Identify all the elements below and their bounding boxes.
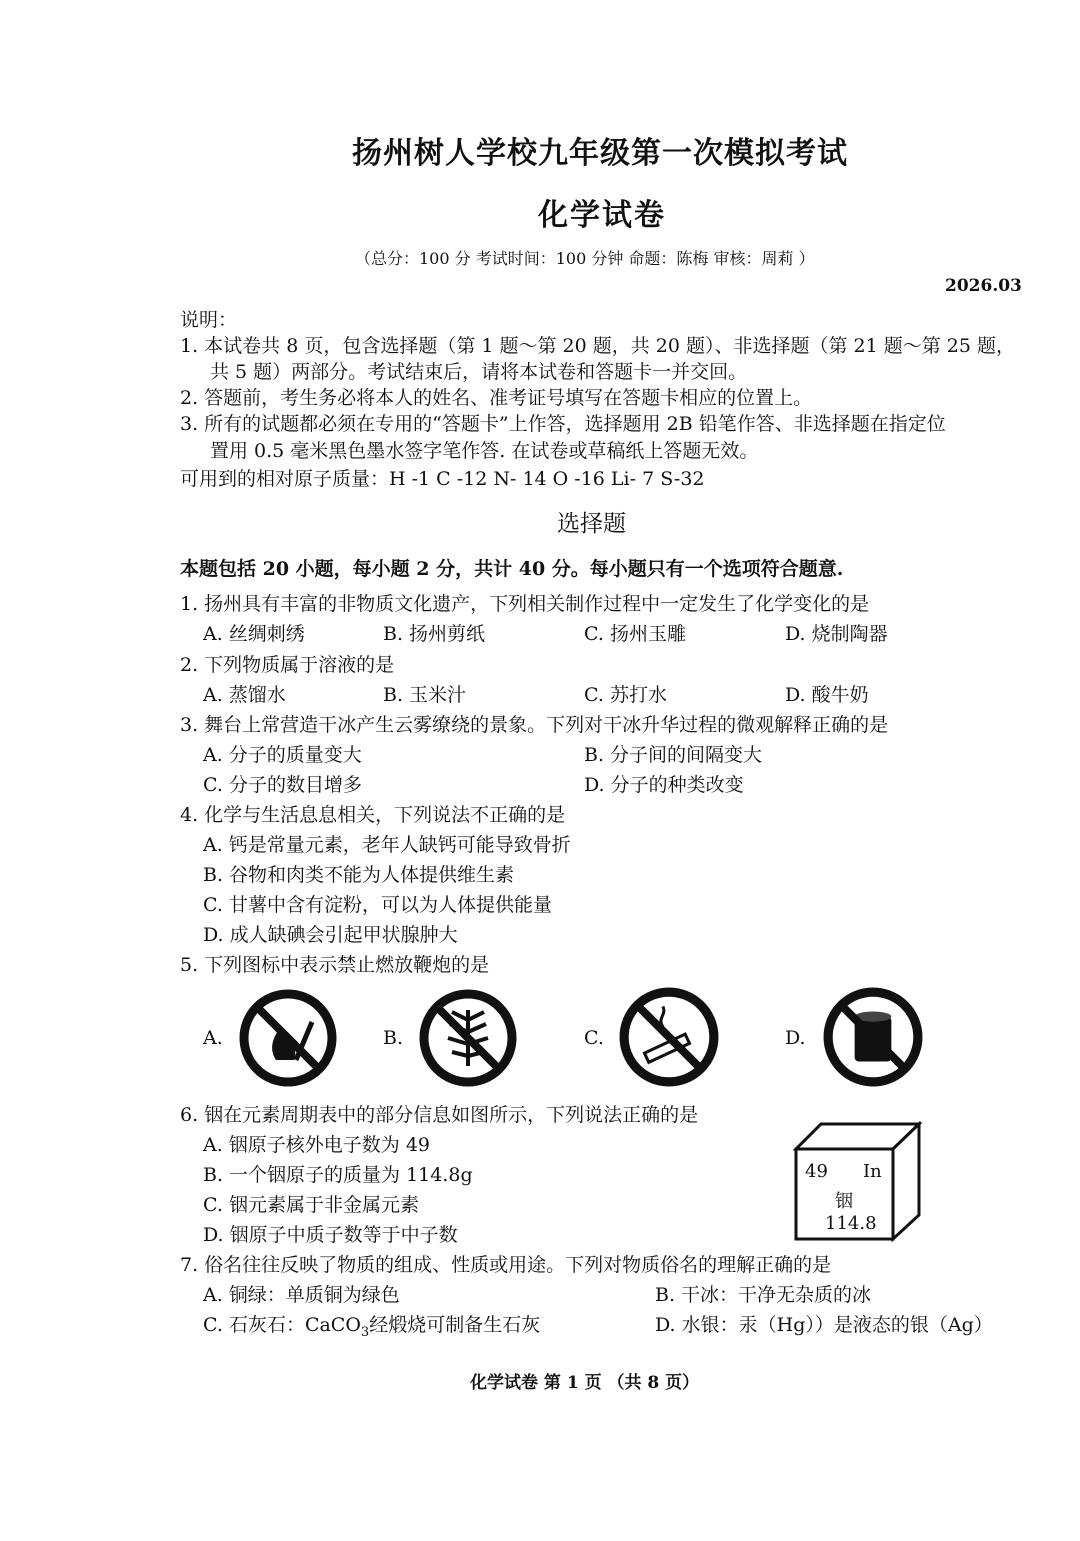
element-number: 49 xyxy=(805,1161,828,1182)
q7-option-c-post: 经煅烧可制备生石灰 xyxy=(369,1314,541,1336)
q5-option-a: A. xyxy=(203,1027,223,1049)
q1-option-d: D. 烧制陶器 xyxy=(785,623,888,645)
q1-option-c: C. 扬州玉雕 xyxy=(584,623,686,645)
section-title: 选择题 xyxy=(557,511,626,537)
no-fireworks-sign xyxy=(418,988,518,1088)
q1-option-a: A. 丝绸刺绣 xyxy=(203,623,305,645)
q6-option-b: B. 一个铟原子的质量为 114.8g xyxy=(203,1164,473,1186)
instructions-heading: 说明： xyxy=(180,309,238,331)
q2-option-d: D. 酸牛奶 xyxy=(785,684,869,706)
instruction-2: 2. 答题前，考生务必将本人的姓名、准考证号填写在答题卡相应的位置上。 xyxy=(180,387,813,409)
element-name: 铟 xyxy=(835,1191,853,1212)
no-smoking-sign xyxy=(618,986,720,1088)
q3-option-a: A. 分子的质量变大 xyxy=(203,744,362,766)
q4-option-a: A. 钙是常量元素，老年人缺钙可能导致骨折 xyxy=(203,834,571,856)
q5-option-c: C. xyxy=(584,1027,604,1049)
q7-option-d: D. 水银：汞（Hg））是液态的银（Ag） xyxy=(655,1314,993,1336)
exam-date: 2026.03 xyxy=(945,276,1022,296)
q6-option-a: A. 铟原子核外电子数为 49 xyxy=(203,1134,431,1156)
element-symbol: In xyxy=(863,1161,882,1182)
q4-option-b: B. 谷物和肉类不能为人体提供维生素 xyxy=(203,864,515,886)
q5-option-b: B. xyxy=(383,1027,404,1049)
q3-option-d: D. 分子的种类改变 xyxy=(584,774,744,796)
section-description: 本题包括 20 小题，每小题 2 分，共计 40 分。每小题只有一个选项符合题意. xyxy=(180,558,844,580)
q1-option-b: B. 扬州剪纸 xyxy=(383,623,486,645)
q2-stem: 2. 下列物质属于溶液的是 xyxy=(180,654,395,676)
q5-option-d: D. xyxy=(785,1027,806,1049)
q1-stem: 1. 扬州具有丰富的非物质文化遗产，下列相关制作过程中一定发生了化学变化的是 xyxy=(180,593,870,615)
element-card xyxy=(793,1121,923,1243)
q7-option-c-pre: C. 石灰石：CaCO xyxy=(203,1314,361,1336)
q3-option-c: C. 分子的数目增多 xyxy=(203,774,362,796)
q6-option-d: D. 铟原子中质子数等于中子数 xyxy=(203,1224,458,1246)
element-mass: 114.8 xyxy=(825,1213,877,1234)
q2-option-b: B. 玉米汁 xyxy=(383,684,467,706)
q4-stem: 4. 化学与生活息息相关，下列说法不正确的是 xyxy=(180,804,566,826)
q7-option-c xyxy=(203,1310,540,1340)
instruction-3-line2: 置用 0.5 毫米黑色墨水签字笔作答. 在试卷或草稿纸上答题无效。 xyxy=(210,440,759,462)
atomic-mass-line: 可用到的相对原子质量：H -1 C -12 N- 14 O -16 Li- 7 S-32 xyxy=(180,468,705,490)
q4-option-d: D. 成人缺碘会引起甲状腺肿大 xyxy=(203,924,458,946)
q2-option-a: A. 蒸馏水 xyxy=(203,684,286,706)
q6-stem: 6. 铟在元素周期表中的部分信息如图所示，下列说法正确的是 xyxy=(180,1104,699,1126)
q3-option-b: B. 分子间的间隔变大 xyxy=(584,744,763,766)
q2-option-c: C. 苏打水 xyxy=(584,684,667,706)
q6-option-c: C. 铟元素属于非金属元素 xyxy=(203,1194,419,1216)
instruction-3-line1: 3. 所有的试题都必须在专用的“答题卡”上作答，选择题用 2B 铅笔作答、非选择题在指定位 xyxy=(180,413,946,435)
q5-stem: 5. 下列图标中表示禁止燃放鞭炮的是 xyxy=(180,954,490,976)
page-footer: 化学试卷 第 1 页 （共 8 页） xyxy=(470,1373,700,1393)
no-stacking-sign xyxy=(822,986,924,1088)
subject-title: 化学试卷 xyxy=(538,198,666,233)
q7-option-b: B. 干冰：干净无杂质的冰 xyxy=(655,1284,872,1306)
q7-stem: 7. 俗名往往反映了物质的组成、性质或用途。下列对物质俗名的理解正确的是 xyxy=(180,1254,832,1276)
instruction-1-line2: 共 5 题）两部分。考试结束后，请将本试卷和答题卡一并交回。 xyxy=(210,361,748,383)
q7-option-c-sub: 3 xyxy=(360,1324,370,1340)
q7-option-a: A. 铜绿：单质铜为绿色 xyxy=(203,1284,400,1306)
no-open-flame-sign xyxy=(238,988,338,1088)
q4-option-c: C. 甘薯中含有淀粉，可以为人体提供能量 xyxy=(203,894,552,916)
exam-meta: （总分：100 分 考试时间：100 分钟 命题：陈梅 审核：周莉 ） xyxy=(355,249,815,268)
q3-stem: 3. 舞台上常营造干冰产生云雾缭绕的景象。下列对干冰升华过程的微观解释正确的是 xyxy=(180,714,889,736)
instruction-1-line1: 1. 本试卷共 8 页，包含选择题（第 1 题～第 20 题，共 20 题）、非选择题（第 21 题～第 25 题， xyxy=(180,335,1016,357)
exam-title: 扬州树人学校九年级第一次模拟考试 xyxy=(352,136,848,171)
